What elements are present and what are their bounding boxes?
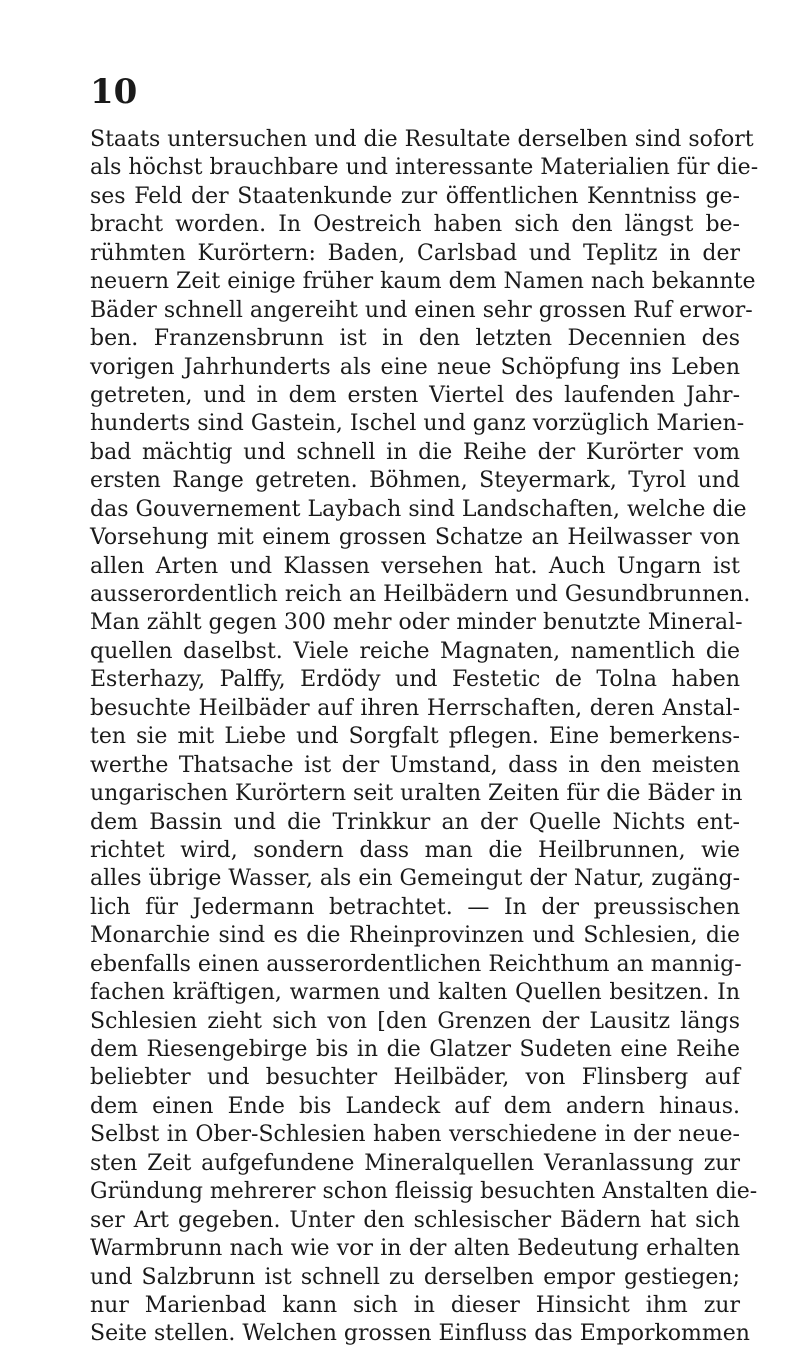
- page-number: 10: [90, 72, 138, 112]
- text-line: fachen kräftigen, warmen und kalten Quellen besitzen. In: [90, 980, 740, 1006]
- text-line: als höchst brauchbare und interessante Materialien für die-: [90, 155, 759, 181]
- text-line: Vorsehung mit einem grossen Schatze an Heilwasser von: [90, 525, 740, 551]
- text-line: ungarischen Kurörtern seit uralten Zeiten für die Bäder in: [90, 781, 743, 807]
- text-line: allen Arten und Klassen versehen hat. Auch Ungarn ist: [90, 553, 740, 579]
- text-line: richtet wird, sondern dass man die Heilbrunnen, wie: [90, 837, 740, 863]
- text-line: vorigen Jahrhunderts als eine neue Schöpfung ins Leben: [90, 354, 740, 380]
- text-line: Man zählt gegen 300 mehr oder minder benutzte Mineral-: [90, 610, 743, 636]
- text-line: und Salzbrunn ist schnell zu derselben empor gestiegen;: [90, 1264, 740, 1290]
- text-line: neuern Zeit einige früher kaum dem Namen nach bekannte: [90, 269, 756, 295]
- text-line: ser Art gegeben. Unter den schlesischer Bädern hat sich: [90, 1207, 740, 1233]
- text-line: rühmten Kurörtern: Baden, Carlsbad und Teplitz in der: [90, 240, 740, 266]
- text-line: Warmbrunn nach wie vor in der alten Bedeutung erhalten: [90, 1236, 740, 1262]
- text-line: lich für Jedermann betrachtet. — In der preussischen: [90, 894, 740, 920]
- text-line: ten sie mit Liebe und Sorgfalt pflegen. Eine bemerkens-: [90, 724, 740, 750]
- text-line: dem Riesengebirge bis in die Glatzer Sudeten eine Reihe: [90, 1037, 740, 1062]
- text-line: Gründung mehrerer schon fleissig besuchten Anstalten die-: [90, 1179, 758, 1205]
- text-line: sten Zeit aufgefundene Mineralquellen Veranlassung zur: [90, 1150, 740, 1176]
- text-line: Esterhazy, Palffy, Erdödy und Festetic de Tolna haben: [90, 667, 740, 693]
- text-line: Schlesien zieht sich von [den Grenzen der Lausitz längs: [90, 1008, 740, 1034]
- text-line: Selbst in Ober-Schlesien haben verschiedene in der neue-: [90, 1122, 740, 1148]
- text-line: ses Feld der Staatenkunde zur öffentlichen Kenntniss ge-: [90, 183, 740, 209]
- text-line: besuchte Heilbäder auf ihren Herrschaften, deren Anstal-: [90, 695, 740, 721]
- text-line: Bäder schnell angereiht und einen sehr grossen Ruf erwor-: [90, 297, 753, 323]
- text-line: bracht worden. In Oestreich haben sich den längst be-: [90, 212, 740, 238]
- text-line: nur Marienbad kann sich in dieser Hinsicht ihm zur: [90, 1292, 740, 1318]
- text-line: hunderts sind Gastein, Ischel und ganz vorzüglich Marien-: [90, 411, 745, 437]
- text-line: Seite stellen. Welchen grossen Einfluss das Emporkommen: [90, 1321, 750, 1347]
- text-line: ben. Franzensbrunn ist in den letzten Decennien des: [90, 326, 740, 352]
- text-line: alles übrige Wasser, als ein Gemeingut der Natur, zugäng-: [90, 866, 741, 892]
- text-line: ausserordentlich reich an Heilbädern und Gesundbrunnen.: [90, 582, 751, 607]
- text-line: getreten, und in dem ersten Viertel des laufenden Jahr-: [90, 382, 740, 408]
- text-line: das Gouvernement Laybach sind Landschaften, welche die: [90, 496, 747, 522]
- text-line: Staats untersuchen und die Resultate derselben sind sofort: [90, 127, 754, 152]
- text-line: ersten Range getreten. Böhmen, Steyermark, Tyrol und: [90, 468, 740, 494]
- text-line: ebenfalls einen ausserordentlichen Reichthum an mannig-: [90, 951, 742, 977]
- body-text: [90, 126, 759, 1349]
- text-line: bad mächtig und schnell in die Reihe der Kurörter vom: [90, 439, 740, 465]
- text-line: quellen daselbst. Viele reiche Magnaten, namentlich die: [90, 638, 740, 664]
- text-line: beliebter und besuchter Heilbäder, von Flinsberg auf: [90, 1065, 740, 1091]
- text-line: dem Bassin und die Trinkkur an der Quelle Nichts ent-: [90, 809, 740, 835]
- text-line: Monarchie sind es die Rheinprovinzen und Schlesien, die: [90, 923, 740, 949]
- text-line: dem einen Ende bis Landeck auf dem andern hinaus.: [90, 1093, 740, 1119]
- text-line: werthe Thatsache ist der Umstand, dass in den meisten: [90, 752, 740, 778]
